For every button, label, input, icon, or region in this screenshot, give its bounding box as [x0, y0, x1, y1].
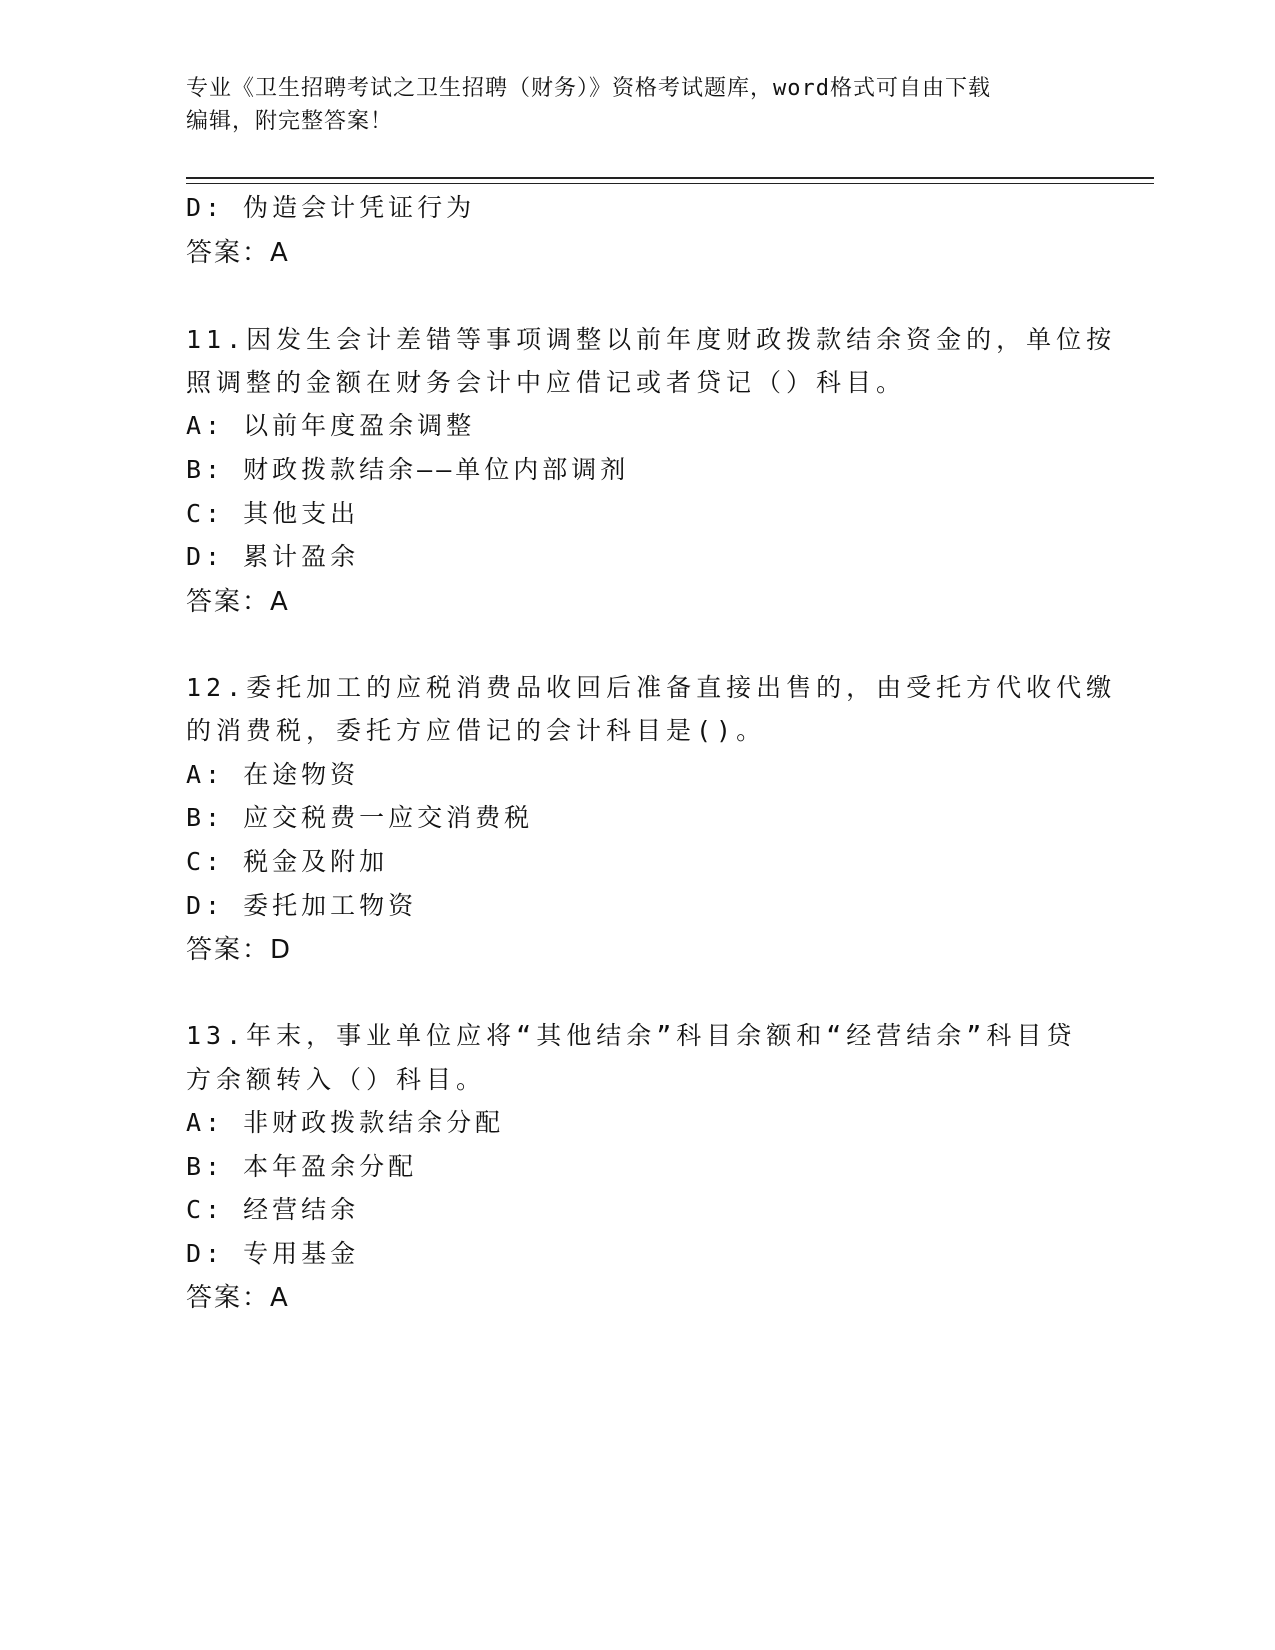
- prev-option-d: D: 伪造会计凭证行为: [186, 193, 476, 222]
- header-line-1: 专业《卫生招聘考试之卫生招聘（财务）》资格考试题库，word格式可自由下载: [186, 76, 991, 101]
- question-13-stem-line-2: 方余额转入（）科目。: [186, 1065, 487, 1094]
- header-divider-thick: [186, 177, 1154, 179]
- prev-answer: 答案：A: [186, 238, 290, 268]
- question-11-option-b: B: 财政拨款结余——单位内部调剂: [186, 455, 630, 484]
- question-11-option-d: D: 累计盈余: [186, 542, 360, 571]
- question-12-stem-line-1: 12.委托加工的应税消费品收回后准备直接出售的，由受托方代收代缴: [186, 673, 1117, 702]
- question-11-option-a: A: 以前年度盈余调整: [186, 411, 476, 440]
- question-12-option-c: C: 税金及附加: [186, 847, 389, 876]
- question-13-option-b: B: 本年盈余分配: [186, 1152, 418, 1181]
- question-11-stem-line-1: 11.因发生会计差错等事项调整以前年度财政拨款结余资金的，单位按: [186, 325, 1117, 354]
- header-divider-thin: [186, 183, 1154, 184]
- header-line-2: 编辑，附完整答案！: [186, 109, 394, 134]
- question-13-answer: 答案：A: [186, 1283, 290, 1313]
- question-12-stem-line-2: 的消费税，委托方应借记的会计科目是()。: [186, 716, 767, 745]
- question-11-answer: 答案：A: [186, 587, 290, 617]
- question-13-option-d: D: 专用基金: [186, 1239, 360, 1268]
- document-header: [186, 72, 1086, 138]
- question-13-stem-line-1: 13.年末，事业单位应将“其他结余”科目余额和“经营结余”科目贷: [186, 1021, 1077, 1050]
- question-12-option-a: A: 在途物资: [186, 760, 360, 789]
- question-13-option-a: A: 非财政拨款结余分配: [186, 1108, 505, 1137]
- question-12-option-d: D: 委托加工物资: [186, 891, 418, 920]
- question-11-option-c: C: 其他支出: [186, 499, 360, 528]
- question-12-answer: 答案：D: [186, 935, 293, 965]
- question-11-stem-line-2: 照调整的金额在财务会计中应借记或者贷记（）科目。: [186, 368, 907, 397]
- question-13-option-c: C: 经营结余: [186, 1195, 360, 1224]
- question-12-option-b: B: 应交税费一应交消费税: [186, 803, 534, 832]
